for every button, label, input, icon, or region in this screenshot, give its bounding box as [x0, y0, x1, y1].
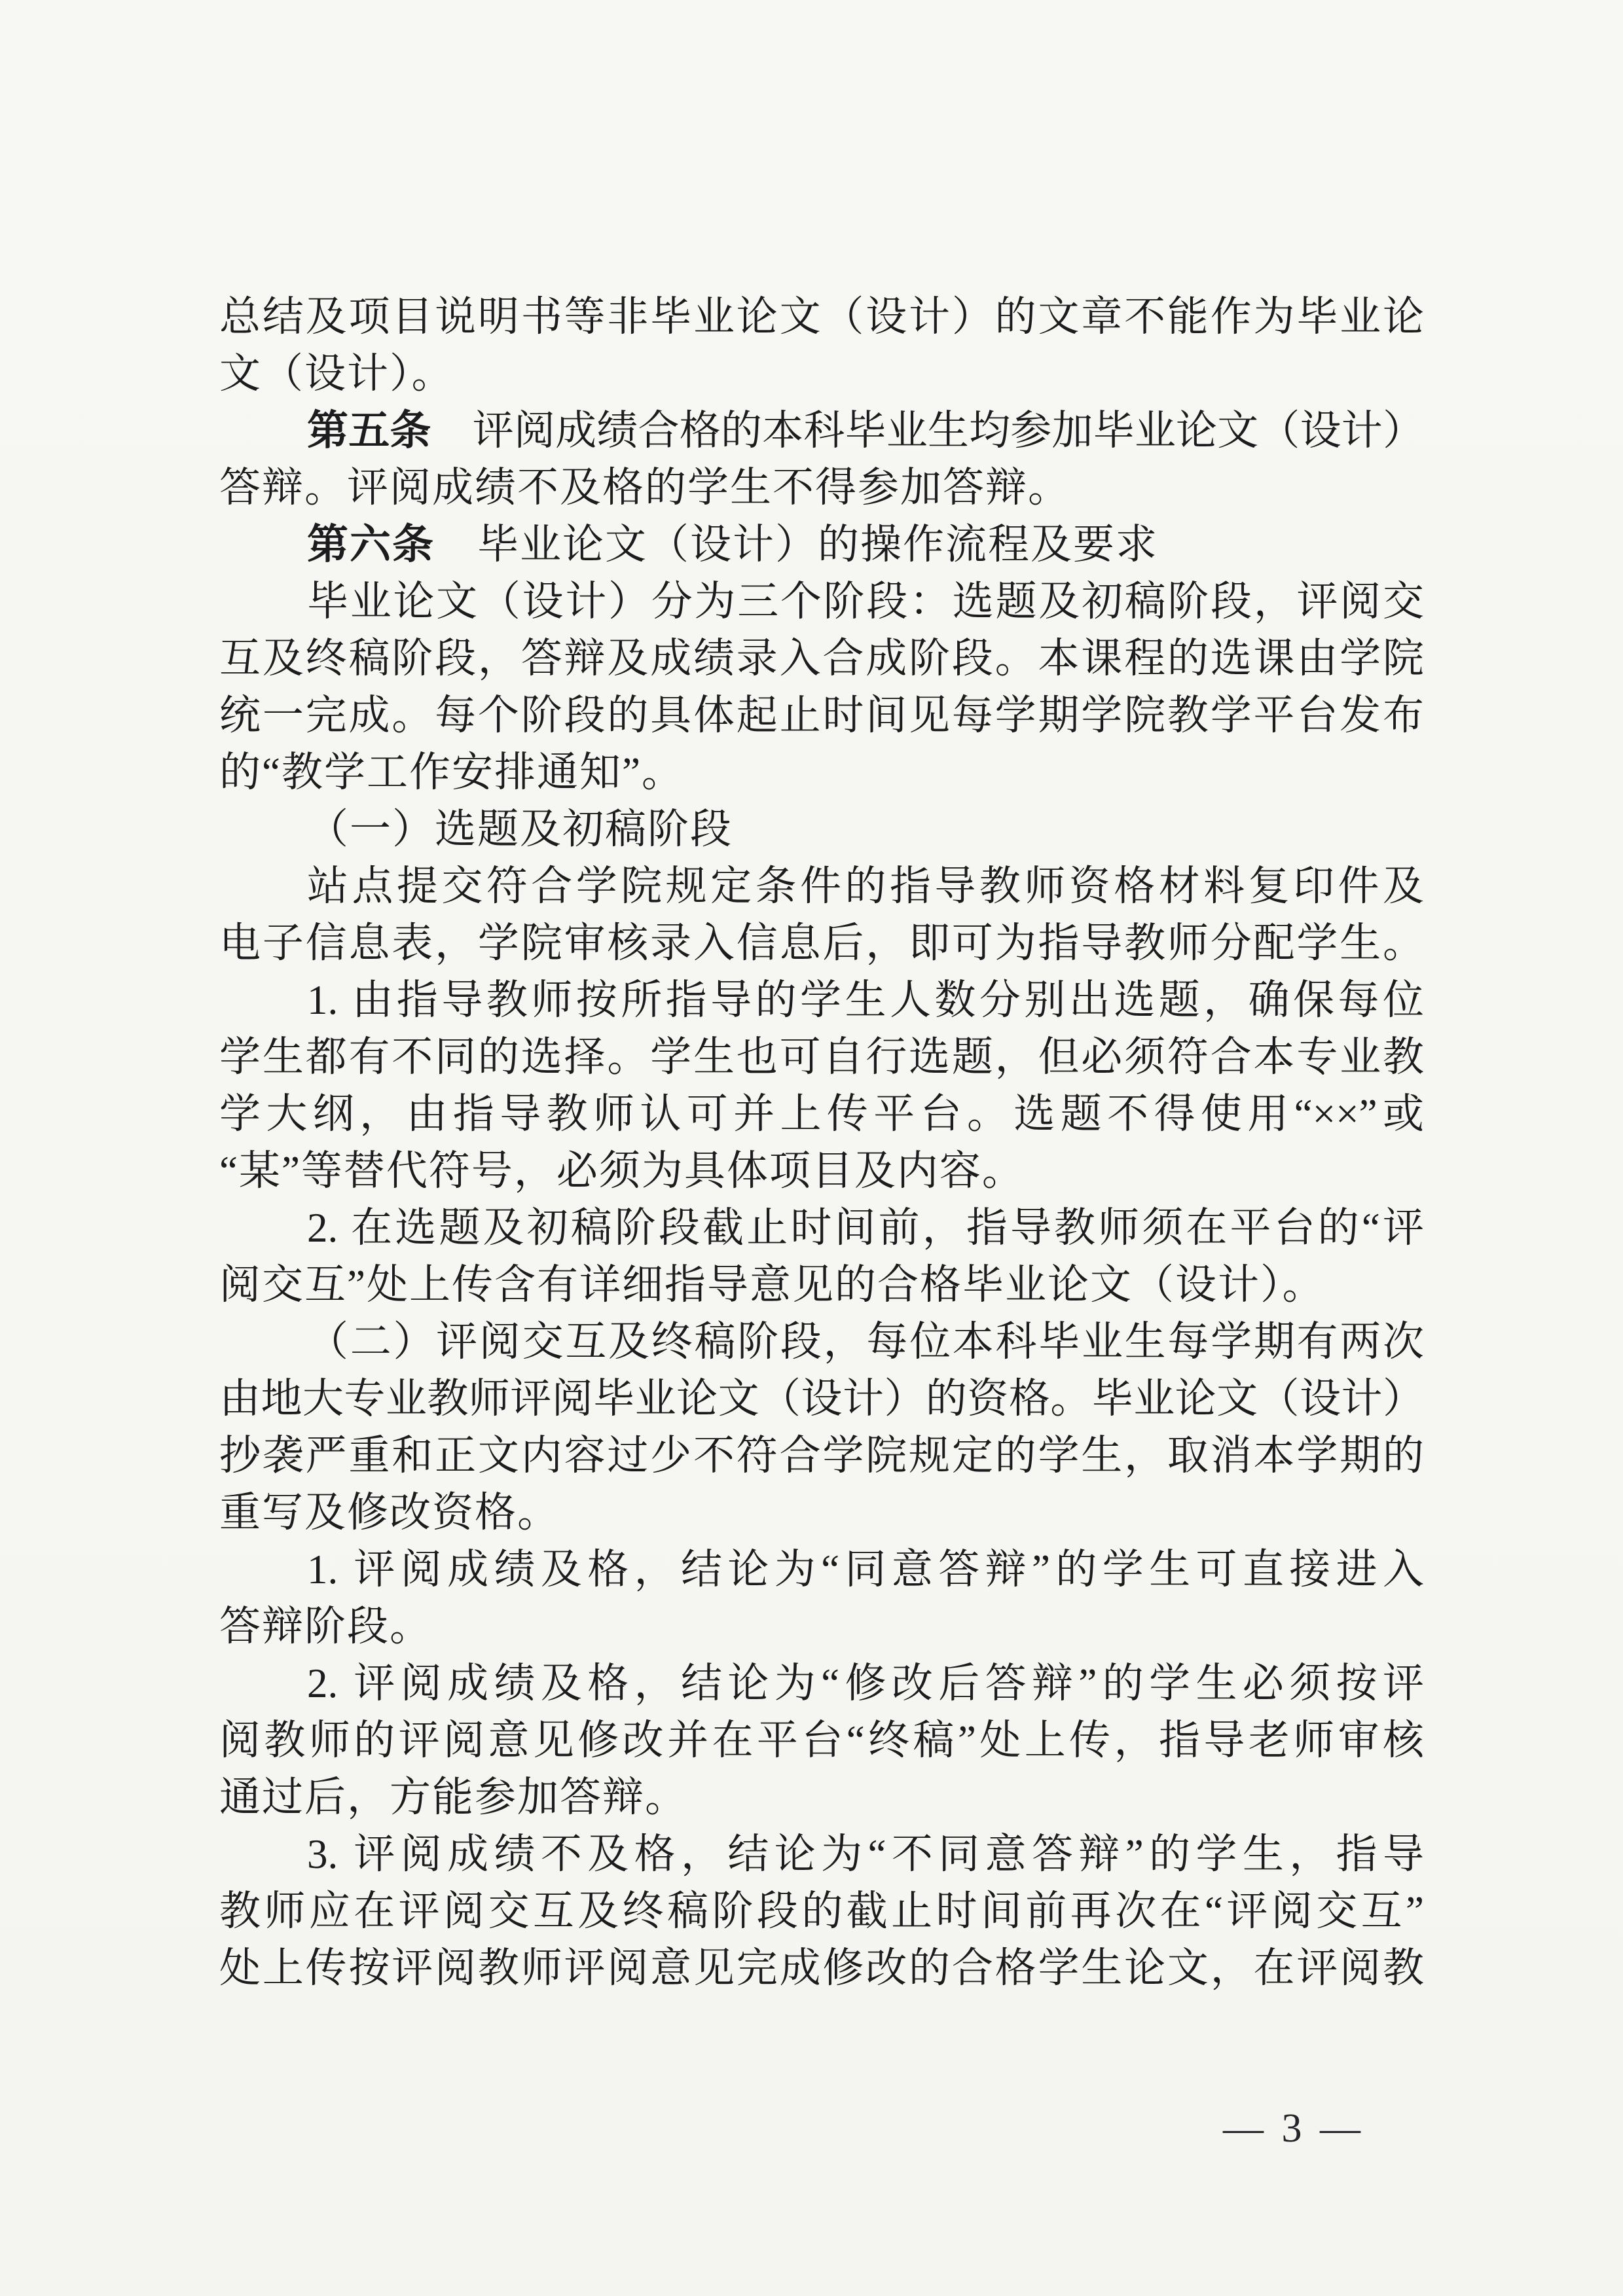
line-text: 文（设计）。 [219, 351, 454, 397]
text-line [219, 801, 1424, 858]
line-text: 答辩阶段。 [219, 1604, 432, 1649]
line-text: 阅教师的评阅意见修改并在平台“终稿”处上传，指导老师审核 [219, 1717, 1424, 1763]
text-line [219, 1712, 1424, 1769]
page-number: — 3 — [1223, 2106, 1364, 2151]
line-text: 评阅成绩合格的本科毕业生均参加毕业论文（设计） [431, 408, 1424, 454]
line-text: （二）评阅交互及终稿阶段，每位本科毕业生每学期有两次 [307, 1319, 1424, 1365]
line-text: 抄袭严重和正文内容过少不符合学院规定的学生，取消本学期的 [219, 1433, 1424, 1479]
text-line [219, 1029, 1424, 1086]
line-text: 学大纲，由指导教师认可并上传平台。选题不得使用“××”或 [219, 1091, 1424, 1137]
text-line [219, 1086, 1424, 1143]
text-line [219, 1257, 1424, 1314]
text-line [219, 516, 1424, 573]
text-line [219, 573, 1424, 630]
line-text: 处上传按评阅教师评阅意见完成修改的合格学生论文，在评阅教 [219, 1945, 1424, 1991]
line-text: 2. 在选题及初稿阶段截止时间前，指导教师须在平台的“评 [307, 1205, 1424, 1251]
line-text: 统一完成。每个阶段的具体起止时间见每学期学院教学平台发布 [219, 692, 1424, 738]
text-line [219, 1883, 1424, 1940]
text-line [219, 1484, 1424, 1541]
line-text: 总结及项目说明书等非毕业论文（设计）的文章不能作为毕业论 [219, 294, 1424, 340]
text-line [219, 1598, 1424, 1655]
text-line [219, 289, 1424, 346]
line-text: 3. 评阅成绩不及格，结论为“不同意答辩”的学生，指导 [307, 1831, 1424, 1877]
text-line [219, 687, 1424, 744]
text-line [219, 972, 1424, 1029]
document-body [219, 289, 1424, 1997]
text-line [219, 630, 1424, 687]
line-text: 答辩。评阅成绩不及格的学生不得参加答辩。 [219, 465, 1070, 511]
text-line [219, 1427, 1424, 1484]
line-text: 1. 评阅成绩及格，结论为“同意答辩”的学生可直接进入 [307, 1547, 1424, 1592]
text-line [219, 1200, 1424, 1257]
text-line [219, 346, 1424, 403]
article-number: 第六条 [307, 522, 435, 567]
line-text: 重写及修改资格。 [219, 1490, 560, 1535]
text-line [219, 858, 1424, 915]
line-text: 互及终稿阶段，答辩及成绩录入合成阶段。本课程的选课由学院 [219, 636, 1424, 681]
text-line [219, 1769, 1424, 1826]
text-line [219, 1826, 1424, 1883]
line-text: 由地大专业教师评阅毕业论文（设计）的资格。毕业论文（设计） [219, 1376, 1424, 1422]
line-text: （一）选题及初稿阶段 [307, 806, 733, 852]
line-text: 毕业论文（设计）分为三个阶段：选题及初稿阶段，评阅交 [307, 579, 1424, 624]
line-text: 通过后，方能参加答辩。 [219, 1774, 687, 1820]
text-line [219, 744, 1424, 801]
article-number: 第五条 [307, 408, 431, 454]
line-text: 教师应在评阅交互及终稿阶段的截止时间前再次在“评阅交互” [219, 1888, 1424, 1934]
line-text: 1. 由指导教师按所指导的学生人数分别出选题，确保每位 [307, 977, 1424, 1023]
line-text: 学生都有不同的选择。学生也可自行选题，但必须符合本专业教 [219, 1034, 1424, 1080]
text-line [219, 403, 1424, 459]
line-text: 阅交互”处上传含有详细指导意见的合格毕业论文（设计）。 [219, 1262, 1325, 1308]
text-line [219, 1371, 1424, 1427]
text-line [219, 1541, 1424, 1598]
text-line [219, 1314, 1424, 1371]
line-text: 的“教学工作安排通知”。 [219, 749, 684, 795]
line-text: 毕业论文（设计）的操作流程及要求 [435, 522, 1158, 567]
text-line [219, 1143, 1424, 1200]
text-line [219, 459, 1424, 516]
line-text: 2. 评阅成绩及格，结论为“修改后答辩”的学生必须按评 [307, 1660, 1424, 1706]
text-line [219, 1940, 1424, 1997]
text-line [219, 1655, 1424, 1712]
line-text: “某”等替代符号，必须为具体项目及内容。 [219, 1148, 1025, 1194]
line-text: 电子信息表，学院审核录入信息后，即可为指导教师分配学生。 [219, 920, 1424, 966]
text-line [219, 915, 1424, 972]
line-text: 站点提交符合学院规定条件的指导教师资格材料复印件及 [307, 863, 1424, 909]
